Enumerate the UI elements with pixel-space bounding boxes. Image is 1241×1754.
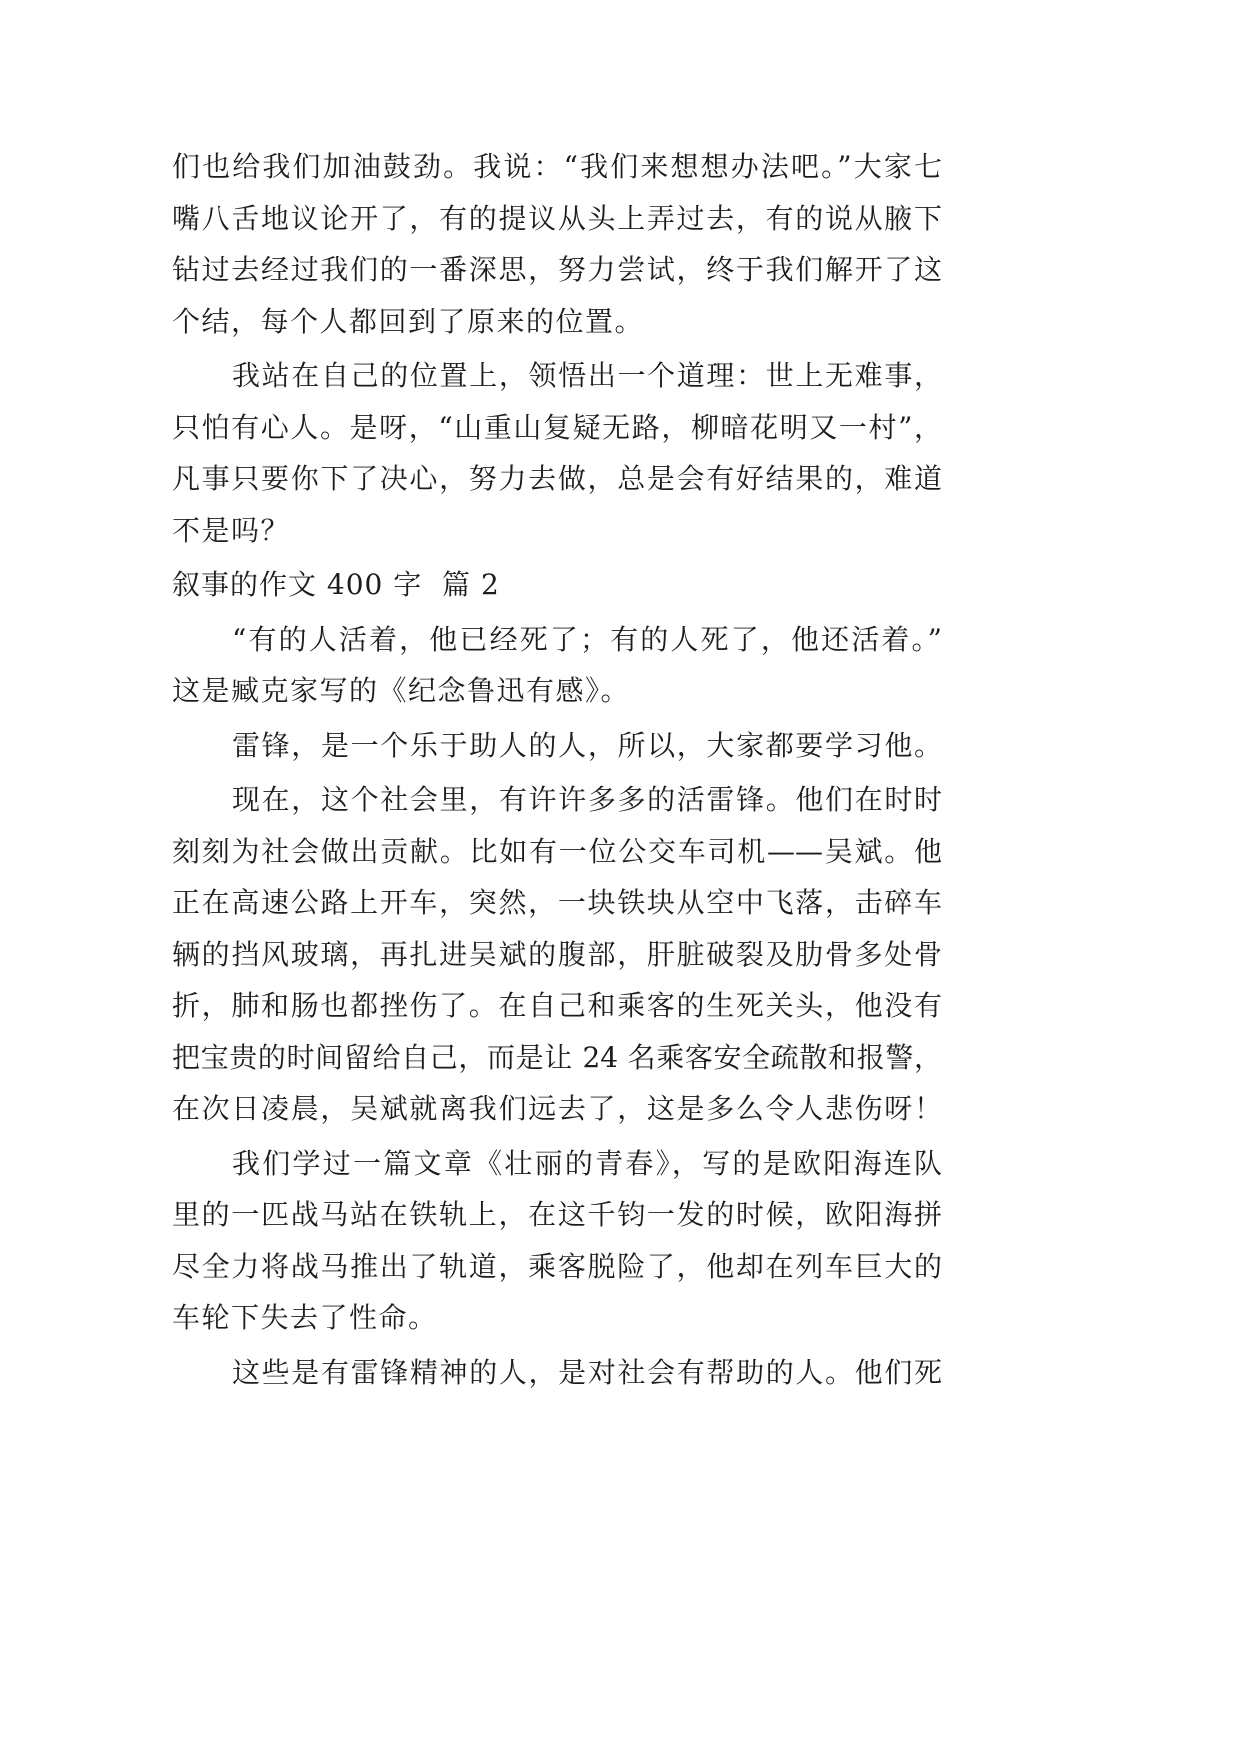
text-line: 们也给我们加油鼓劲。我说：“我们来想想办法吧。”大家七 <box>172 150 942 183</box>
text-line: 折，肺和肠也都挫伤了。在自己和乘客的生死关头，他没有 <box>172 989 942 1022</box>
text-line: 辆的挡风玻璃，再扎进吴斌的腹部，肝脏破裂及肋骨多处骨 <box>172 937 942 971</box>
text-line: 不是吗？ <box>172 513 291 547</box>
section-heading: 叙事的作文 400 字 篇 2 <box>172 568 500 601</box>
text-line: 把宝贵的时间留给自己，而是让 24 名乘客安全疏散和报警， <box>172 1040 942 1074</box>
paragraph <box>172 774 942 1135</box>
text-line: 这些是有雷锋精神的人，是对社会有帮助的人。他们死 <box>232 1355 942 1389</box>
text-line: 只怕有心人。是呀，“山重山复疑无路，柳暗花明又一村”， <box>172 410 942 444</box>
text-line: 尽全力将战马推出了轨道，乘客脱险了，他却在列车巨大的 <box>172 1249 942 1283</box>
text-line: 个结，每个人都回到了原来的位置。 <box>172 304 645 338</box>
paragraph <box>172 1138 942 1344</box>
text-line: 里的一匹战马站在铁轨上，在这千钧一发的时候，欧阳海拼 <box>172 1198 942 1231</box>
document-body <box>172 141 942 1398</box>
text-line: 我们学过一篇文章《壮丽的青春》，写的是欧阳海连队 <box>232 1146 942 1180</box>
text-line: 正在高速公路上开车，突然，一块铁块从空中飞落，击碎车 <box>172 886 942 919</box>
text-line: 刻刻为社会做出贡献。比如有一位公交车司机——吴斌。他 <box>172 834 942 868</box>
text-line: 车轮下失去了性命。 <box>172 1301 438 1334</box>
paragraph <box>172 614 942 717</box>
text-line: 雷锋，是一个乐于助人的人，所以，大家都要学习他。 <box>232 728 942 762</box>
text-line: 我站在自己的位置上，领悟出一个道理：世上无难事， <box>232 359 942 392</box>
paragraph <box>172 720 942 772</box>
paragraph <box>172 141 942 347</box>
text-line: “有的人活着，他已经死了；有的人死了，他还活着。” <box>232 622 942 656</box>
paragraph <box>172 1347 942 1399</box>
text-line: 嘴八舌地议论开了，有的提议从头上弄过去，有的说从腋下 <box>172 201 942 235</box>
text-line: 凡事只要你下了决心，努力去做，总是会有好结果的，难道 <box>172 462 942 495</box>
paragraph <box>172 350 942 556</box>
text-line: 现在，这个社会里，有许许多多的活雷锋。他们在时时 <box>232 783 942 816</box>
text-line: 这是臧克家写的《纪念鲁迅有感》。 <box>172 674 631 707</box>
text-line: 钻过去经过我们的一番深思，努力尝试，终于我们解开了这 <box>172 253 942 286</box>
text-line: 在次日凌晨，吴斌就离我们远去了，这是多么令人悲伤呀！ <box>172 1092 942 1125</box>
